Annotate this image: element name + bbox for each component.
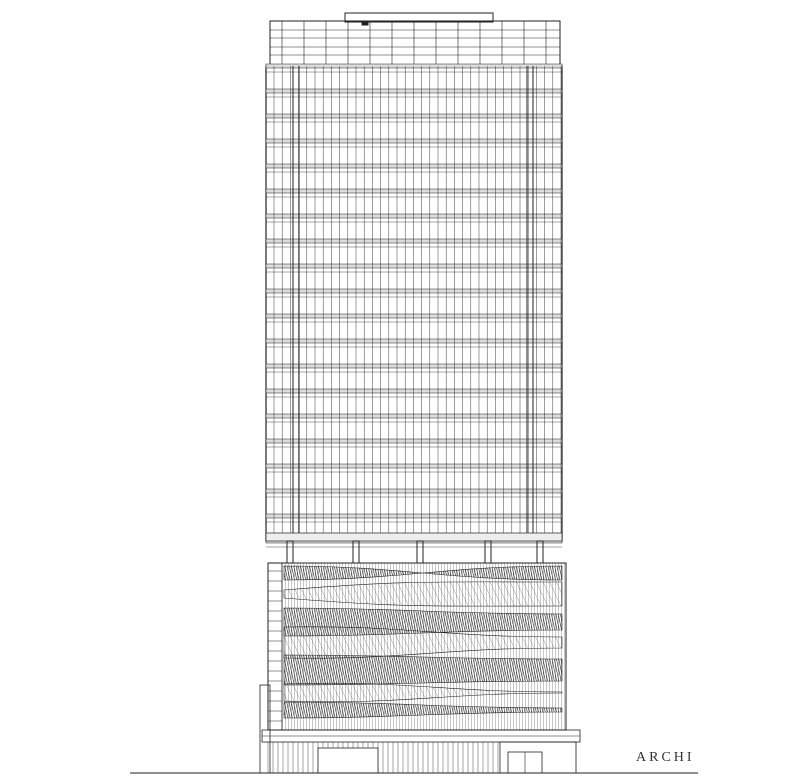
floor-slab-band (266, 64, 562, 68)
rooftop-structure (270, 13, 560, 65)
floor-slab-band (266, 464, 562, 468)
watermark-text: ARCHI (636, 750, 695, 765)
floor-slab-band (266, 389, 562, 393)
roof-screen-frame (270, 21, 560, 65)
floor-slab-band (266, 339, 562, 343)
floor-slab-band (266, 489, 562, 493)
transfer-column (353, 541, 359, 563)
floor-slab-band (266, 314, 562, 318)
tower-facade (266, 64, 562, 547)
roof-vent (362, 21, 368, 25)
floor-slab-band (266, 364, 562, 368)
base-opening (318, 748, 378, 773)
floor-slab-band (266, 114, 562, 118)
transfer-column (287, 541, 293, 563)
tower-base-band (266, 533, 562, 541)
dark-ribbon-band (284, 655, 562, 685)
floor-slab-band (266, 264, 562, 268)
entrance-frame (500, 742, 576, 773)
floor-slab-band (266, 89, 562, 93)
floor-slab-band (266, 289, 562, 293)
floor-slab-band (266, 189, 562, 193)
floor-slab-band (266, 239, 562, 243)
transfer-column (417, 541, 423, 563)
tower-outline (266, 66, 562, 541)
watermark-crop (698, 740, 800, 776)
floor-slab-band (266, 514, 562, 518)
transfer-columns (287, 541, 543, 563)
floor-slab-band (266, 439, 562, 443)
floor-slab-band (266, 214, 562, 218)
floor-slab-band (266, 164, 562, 168)
podium-facade (268, 563, 566, 730)
transfer-column (537, 541, 543, 563)
floor-slab-band (266, 414, 562, 418)
floor-slab-band (266, 139, 562, 143)
transfer-column (485, 541, 491, 563)
